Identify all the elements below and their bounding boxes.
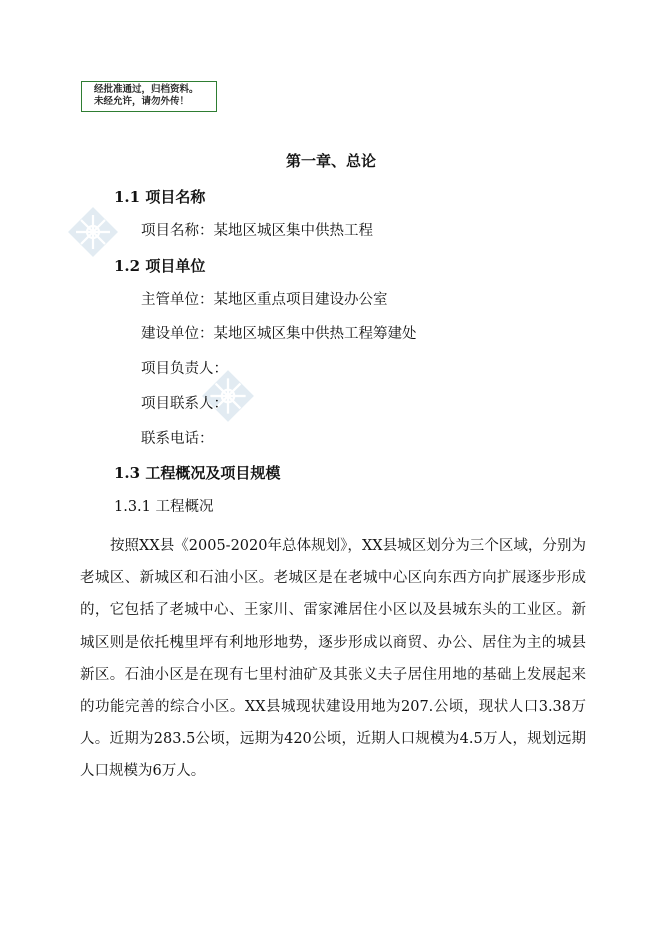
- section-heading-1-3-1: 1.3.1 工程概况: [114, 499, 214, 515]
- section-heading-1-3: 1.3 工程概况及项目规模: [114, 464, 281, 482]
- notice-line-2: 未经允许，请勿外传！: [94, 96, 190, 107]
- project-leader-line: 项目负责人：: [141, 361, 228, 377]
- section-heading-1-2: 1.2 项目单位: [114, 257, 206, 275]
- contact-phone-line: 联系电话：: [141, 431, 214, 447]
- archive-notice-stamp: [81, 81, 217, 112]
- overview-paragraph: 按照XX县《2005-2020年总体规划》，XX县城区划分为三个区域，分别为老城区、新城区和石油小区。老城区是在老城中心区向东西方向扩展逐步形成的，它包括了老城中心、王家川、雷家滩居住小区以及县城东头的工业区。新城区则是依托槐里坪有利地形地势，逐步形成以商贸、办公、居住为主的城县新区。石油小区是在现有七里村油矿及其张义夫子居住用地的基础上发展起来的功能完善的综合小区。XX县城现状建设用地为207.公顷，现状人口3.38万人。近期为283.5公顷，远期为420公顷，近期人口规模为4.5万人，规划远期人口规模为6万人。: [80, 538, 586, 780]
- project-contact-line: 项目联系人：: [141, 396, 228, 412]
- notice-line-1: 经批准通过，归档资料。: [94, 84, 199, 95]
- project-name-line: 项目名称：某地区城区集中供热工程: [141, 223, 373, 239]
- snowflake-watermark-icon: [66, 205, 120, 259]
- authority-unit-line: 主管单位：某地区重点项目建设办公室: [141, 292, 388, 308]
- chapter-title: 第一章、总论: [285, 152, 376, 170]
- section-heading-1-1: 1.1 项目名称: [114, 188, 206, 206]
- builder-unit-line: 建设单位：某地区城区集中供热工程筹建处: [141, 326, 417, 342]
